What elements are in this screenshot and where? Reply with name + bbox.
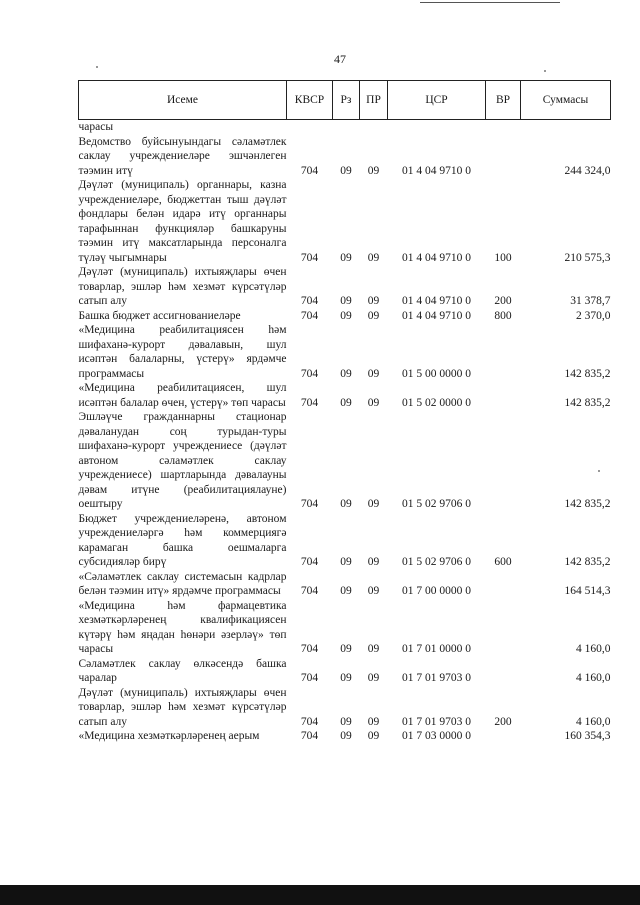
table-row	[79, 265, 611, 309]
scan-bottom-edge	[0, 885, 640, 905]
row-pr: 09	[367, 309, 380, 322]
row-vr: 600	[494, 556, 512, 568]
row-sum: 142 835,2	[564, 498, 611, 510]
row-vr	[486, 120, 521, 135]
header-pr: ПР	[360, 81, 388, 120]
row-kvsr: 704	[300, 164, 319, 177]
row-name: «Сәламәтлек саклау системасын кадрлар белән тәэмин итү» ярдәмче программасы	[78, 570, 287, 597]
scan-speck	[96, 66, 98, 68]
scan-speck	[598, 470, 600, 472]
row-pr: 09	[367, 730, 380, 742]
row-csr	[388, 120, 486, 135]
row-csr: 01 4 04 9710 0	[402, 309, 471, 322]
row-kvsr: 704	[300, 251, 319, 264]
row-rz: 09	[340, 585, 352, 597]
row-csr: 01 5 02 9706 0	[402, 556, 471, 568]
row-pr: 09	[367, 498, 380, 510]
table-row	[79, 599, 611, 657]
table-row	[79, 512, 611, 570]
row-kvsr: 704	[300, 643, 319, 655]
table-row	[79, 309, 611, 324]
row-pr: 09	[367, 556, 380, 568]
budget-table	[78, 80, 611, 744]
row-csr: 01 7 03 0000 0	[402, 730, 471, 742]
row-sum: 210 575,3	[564, 251, 611, 264]
row-csr: 01 7 01 0000 0	[402, 643, 471, 655]
row-name: чарасы	[78, 121, 114, 133]
row-vr: 800	[494, 309, 512, 322]
table-row	[79, 410, 611, 512]
row-kvsr	[287, 120, 333, 135]
row-kvsr: 704	[300, 556, 319, 568]
row-rz: 09	[340, 367, 352, 380]
row-sum: 142 835,2	[564, 396, 611, 409]
row-csr: 01 7 01 9703 0	[402, 715, 471, 728]
row-kvsr: 704	[300, 585, 319, 597]
scan-speck	[544, 70, 546, 72]
row-csr: 01 7 01 9703 0	[402, 672, 471, 684]
header-row	[79, 81, 611, 120]
row-name: Дәүләт (муниципаль) органнары, казна учреждениеләре, бюджеттан тыш дәүләт фондлары белән идарә итү органнары тарафыннан функцияләр башкаруны тәэмин итү максатларында персоналга түләү чыгымнары	[78, 179, 287, 264]
row-pr: 09	[367, 295, 380, 307]
row-vr: 200	[494, 715, 512, 728]
row-csr: 01 5 02 0000 0	[402, 396, 471, 409]
row-kvsr: 704	[300, 715, 319, 728]
row-sum: 142 835,2	[564, 556, 611, 568]
row-kvsr: 704	[300, 730, 319, 742]
row-pr: 09	[367, 643, 380, 655]
row-rz: 09	[340, 251, 352, 264]
header-sum: Суммасы	[521, 81, 611, 120]
row-rz: 09	[340, 556, 352, 568]
top-rule	[420, 2, 560, 3]
row-rz: 09	[340, 672, 352, 684]
row-pr: 09	[367, 672, 380, 684]
row-kvsr: 704	[300, 396, 319, 409]
row-pr	[360, 120, 388, 135]
row-vr	[486, 599, 521, 657]
row-pr: 09	[367, 715, 380, 728]
row-kvsr: 704	[300, 295, 319, 307]
row-vr	[486, 323, 521, 381]
row-pr: 09	[367, 164, 380, 177]
row-name: Бюджет учреждениеләренә, автоном учреждениеләргә һәм коммерциягә карамаган башка оешмаларга субсидияләр бирү	[78, 512, 287, 568]
row-rz: 09	[340, 715, 352, 728]
row-name: Ведомство буйсынуындагы сәламәтлек саклау учреждениеләре эшчәнлеген тәэмин итү	[78, 135, 287, 177]
table-row	[79, 570, 611, 599]
row-name: «Медицина реабилитациясен, шул исәптән балалар өчен, үстерү» төп чарасы	[78, 382, 287, 409]
row-csr: 01 5 00 0000 0	[402, 367, 471, 380]
row-name: Дәүләт (муниципаль) ихтыяҗлары өчен товарлар, эшләр һәм хезмәт күрсәтүләр сатып алу	[78, 266, 287, 307]
row-csr: 01 4 04 9710 0	[402, 164, 471, 177]
row-sum: 31 378,7	[570, 295, 611, 307]
row-rz: 09	[340, 164, 352, 177]
row-csr: 01 7 00 0000 0	[402, 585, 471, 597]
row-rz: 09	[340, 498, 352, 510]
row-sum	[521, 120, 611, 135]
row-kvsr: 704	[300, 367, 319, 380]
row-sum: 164 514,3	[564, 585, 611, 597]
row-pr: 09	[367, 585, 380, 597]
table-row	[79, 686, 611, 730]
table-body	[79, 120, 611, 744]
row-sum: 160 354,3	[564, 730, 611, 742]
row-pr: 09	[367, 251, 380, 264]
row-vr	[486, 381, 521, 410]
row-name: Эшләүче гражданнарны стационар дәваланудан соң турыдан-туры шифаханә-курорт учреждениесе (дәүләт автоном сәламәтлек саклау учреждениесе) шартларында дәвалауны дәвам итүне (реабилитациялауне) оештыру	[78, 411, 287, 510]
page-number: 47	[334, 52, 346, 66]
row-csr: 01 5 02 9706 0	[402, 498, 471, 510]
row-rz: 09	[340, 309, 352, 322]
row-kvsr: 704	[300, 672, 319, 684]
table-row	[79, 135, 611, 179]
row-sum: 142 835,2	[564, 367, 611, 380]
table-row	[79, 178, 611, 265]
row-kvsr: 704	[300, 309, 319, 322]
row-vr: 200	[494, 295, 512, 307]
row-sum: 244 324,0	[564, 164, 611, 177]
row-pr: 09	[367, 367, 380, 380]
row-vr	[486, 410, 521, 512]
table-row	[79, 120, 611, 135]
row-name: «Медицина һәм фармацевтика хезмәткәрләренең квалификациясен күтәрү һәм яңадан һөнәри әзерләү» төп чарасы	[78, 599, 287, 655]
row-sum: 2 370,0	[576, 309, 611, 322]
row-vr	[486, 570, 521, 599]
table-row	[79, 729, 611, 744]
row-name: Башка бюджет ассигнованиеләре	[78, 309, 241, 322]
row-csr: 01 4 04 9710 0	[402, 251, 471, 264]
header-rz: Рз	[333, 81, 360, 120]
row-name: «Медицина хезмәткәрләренең аерым	[78, 730, 260, 742]
row-kvsr: 704	[300, 498, 319, 510]
row-vr	[486, 135, 521, 179]
row-csr: 01 4 04 9710 0	[402, 295, 471, 307]
row-name: Сәламәтлек саклау өлкәсендә башка чаралар	[78, 657, 287, 684]
header-name: Исеме	[79, 81, 287, 120]
table-row	[79, 657, 611, 686]
row-name: Дәүләт (муниципаль) ихтыяҗлары өчен товарлар, эшләр һәм хезмәт күрсәтүләр сатып алу	[78, 686, 287, 728]
row-name: «Медицина реабилитациясен һәм шифаханә-курорт дәвалавын, шул исәптән балаларны, үстерү» ярдәмче программасы	[78, 324, 287, 380]
row-rz: 09	[340, 730, 352, 742]
row-vr	[486, 729, 521, 744]
row-rz: 09	[340, 396, 352, 409]
header-vr: ВР	[486, 81, 521, 120]
row-pr: 09	[367, 396, 380, 409]
header-kvsr: КВСР	[287, 81, 333, 120]
table-row	[79, 381, 611, 410]
row-rz: 09	[340, 295, 352, 307]
table-row	[79, 323, 611, 381]
row-sum: 4 160,0	[576, 715, 611, 728]
row-vr: 100	[494, 251, 512, 264]
row-rz: 09	[340, 643, 352, 655]
header-csr: ЦСР	[388, 81, 486, 120]
row-vr	[486, 657, 521, 686]
row-sum: 4 160,0	[576, 672, 611, 684]
row-sum: 4 160,0	[576, 643, 611, 655]
row-rz	[333, 120, 360, 135]
